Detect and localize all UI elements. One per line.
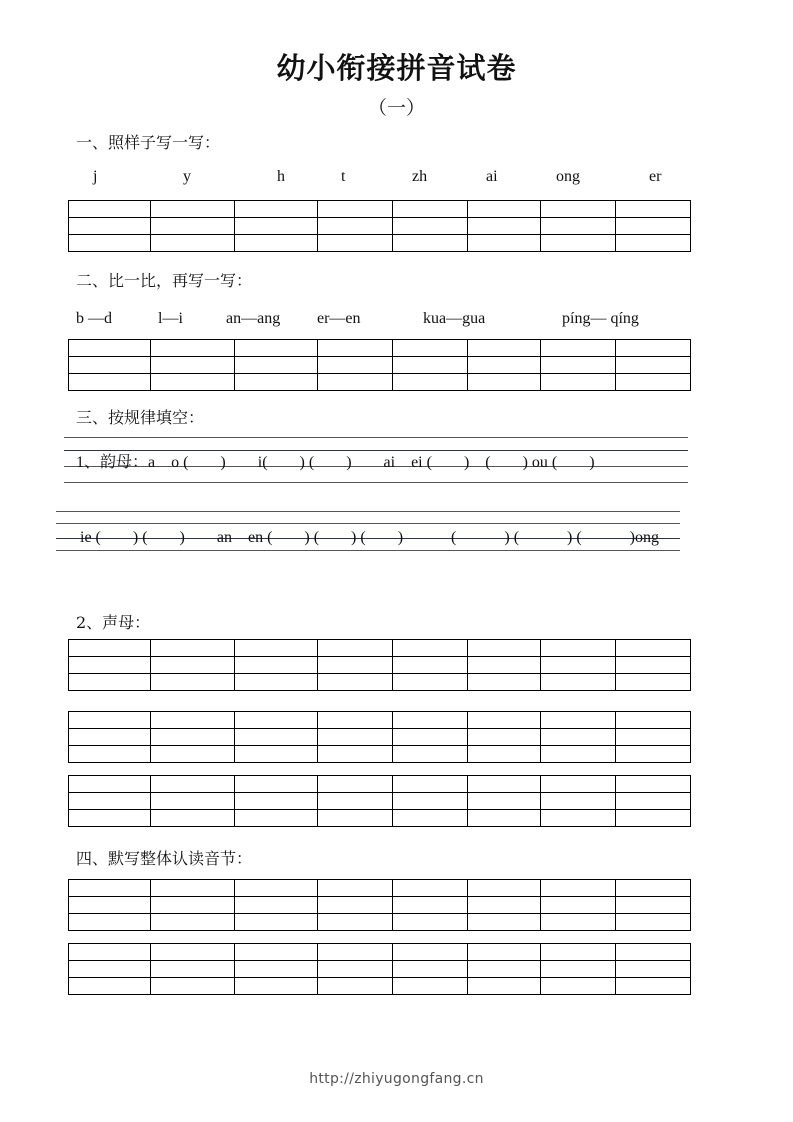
section-3-heading: 三、按规律填空：	[76, 408, 205, 427]
page-title: 幼小衔接拼音试卷	[276, 51, 517, 85]
writing-grid[interactable]	[68, 879, 691, 931]
section-3-sub-heading: 2、声母：	[76, 613, 151, 632]
pinyin-letter: ai	[486, 168, 498, 185]
section-2-heading: 二、比一比，再写一写：	[76, 271, 253, 290]
writing-grid[interactable]	[68, 775, 691, 827]
writing-grid[interactable]	[68, 943, 691, 995]
pinyin-letter: y	[183, 168, 191, 185]
pinyin-pair: l—i	[158, 310, 183, 327]
writing-line	[56, 550, 680, 551]
pinyin-pair: kua—gua	[423, 310, 486, 327]
writing-grid[interactable]	[68, 639, 691, 691]
page-subtitle: （一）	[367, 97, 425, 119]
pinyin-pair: an—ang	[226, 310, 281, 327]
section-1-heading: 一、照样子写一写：	[76, 133, 221, 152]
pinyin-letter: zh	[412, 168, 428, 185]
pinyin-letter: j	[93, 168, 98, 185]
pinyin-pair: er—en	[317, 310, 361, 327]
fill-row-finals-2[interactable]: ie ( ) ( ) an en ( ) ( ) ( ) ( ) ( ) ( )ong	[80, 529, 660, 546]
section-4-heading: 四、默写整体认读音节：	[76, 849, 253, 868]
writing-grid[interactable]	[68, 711, 691, 763]
pinyin-letter: er	[649, 168, 662, 185]
writing-line	[64, 482, 688, 483]
pinyin-letter: t	[341, 168, 346, 185]
pinyin-letter: ong	[556, 168, 580, 185]
writing-line	[56, 511, 680, 512]
writing-grid[interactable]	[68, 200, 691, 252]
pinyin-letter: h	[277, 168, 285, 185]
pinyin-pair: b —d	[76, 310, 112, 327]
fill-row-finals-1[interactable]: 1、韵母：a o ( ) i( ) ( ) ai ei ( ) ( ) ou ( )	[76, 454, 595, 471]
pinyin-pair: píng— qíng	[562, 310, 639, 327]
writing-grid[interactable]	[68, 339, 691, 391]
footer-url: http://zhiyugongfang.cn	[309, 1071, 484, 1087]
writing-line	[64, 437, 688, 438]
